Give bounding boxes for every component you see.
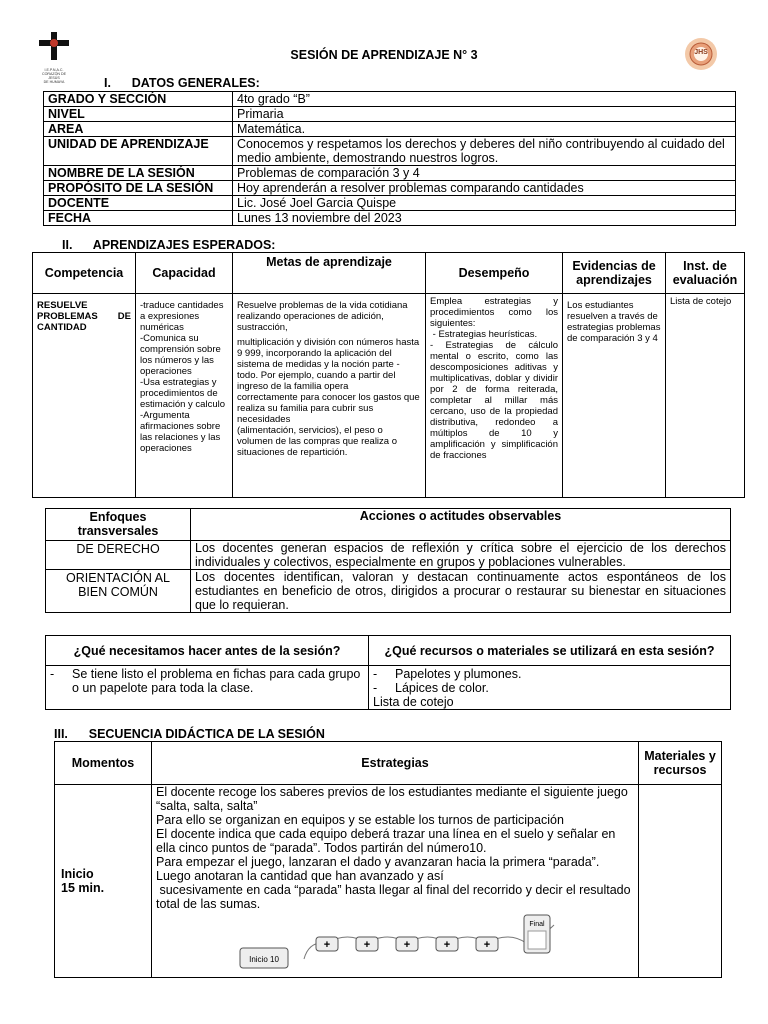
competencia-text: RESUELVE PROBLEMAS DE CANTIDAD xyxy=(37,300,131,333)
dash-bullet: - xyxy=(50,667,55,681)
plus-label: + xyxy=(403,939,411,951)
antes-list xyxy=(50,667,364,695)
datos-row xyxy=(44,107,736,122)
datos-row xyxy=(44,196,736,211)
estrategias-cell xyxy=(152,785,639,978)
game-path-diagram xyxy=(234,913,594,971)
capacidad-item: -traduce cantidades a expresiones numéricas xyxy=(140,300,224,333)
section-heading-datos: I. DATOS GENERALES: xyxy=(104,76,260,90)
datos-row xyxy=(44,92,736,107)
section-heading-aprendizajes: II. APRENDIZAJES ESPERADOS: xyxy=(62,238,276,252)
header-antes: ¿Qué necesitamos hacer antes de la sesión? xyxy=(46,636,369,666)
material-item xyxy=(373,667,726,681)
metas-list xyxy=(237,300,421,458)
estrategia-line: Para empezar el juego, lanzaran el dado y avanzaran hacia la primera “parada”. xyxy=(156,855,600,869)
materiales-recursos-cell xyxy=(639,785,722,978)
datos-value: Lunes 13 noviembre del 2023 xyxy=(233,211,736,226)
material-item-text: Papelotes y plumones. xyxy=(395,667,522,681)
datos-value: Lic. José Joel Garcia Quispe xyxy=(233,196,736,211)
desempeno-list xyxy=(430,296,561,461)
materiales-cell xyxy=(369,666,731,710)
datos-value: Primaria xyxy=(233,107,736,122)
desempeno-item: - Estrategias de cálculo mental o escrito, como las descomposiciones aditivas y multiplicativas, doblar y dividir por 2 de forma reiterada, completar al millar más cercano, uso de la propiedad distributiva, redondeo a múltiplos de 10 y amplificación y simplificación de fracciones xyxy=(430,340,561,461)
start-label: Inicio 10 xyxy=(249,955,279,964)
desempeno-cell xyxy=(426,294,563,498)
meta-paragraph: Resuelve problemas de la vida cotidiana realizando operaciones de adición, sustracción, xyxy=(237,300,408,333)
datos-value: Hoy aprenderán a resolver problemas comparando cantidades xyxy=(233,181,736,196)
materiales-list xyxy=(373,667,726,695)
enfoque-accion: Los docentes identifican, valoran y destacan continuamente actos espontáneos de los estudiantes en beneficio de otros, dirigidos a procurar o restaurar su bienestar en situaciones que lo requieran. xyxy=(191,570,731,613)
enfoques-table xyxy=(45,508,731,613)
datos-generales-table xyxy=(43,91,736,226)
header-capacidad: Capacidad xyxy=(136,253,233,294)
secuencia-table xyxy=(54,741,722,978)
meta-paragraph: (alimentación, servicios), el peso o volumen de las compras que realiza o situaciones de repartición. xyxy=(237,425,398,458)
capacidad-item: -Comunica su comprensión sobre los números y las operaciones xyxy=(140,333,221,377)
enfoque-name: DE DERECHO xyxy=(46,541,191,570)
momento-tiempo: 15 min. xyxy=(61,881,105,895)
estrategia-line: El docente recoge los saberes previos de los estudiantes mediante el siguiente juego “salta, salta, salta” xyxy=(156,785,632,813)
datos-label: AREA xyxy=(44,122,233,137)
material-item-text: Lápices de color. xyxy=(395,681,489,695)
recursos-table xyxy=(45,635,731,710)
dash-bullet: - xyxy=(373,681,378,695)
estrategia-line: Luego anotaran la cantidad que han avanzado y así xyxy=(156,869,444,883)
plus-label: + xyxy=(483,939,491,951)
section-heading-secuencia: III. SECUENCIA DIDÁCTICA DE LA SESIÓN xyxy=(54,727,325,741)
datos-value: Problemas de comparación 3 y 4 xyxy=(233,166,736,181)
datos-label: UNIDAD DE APRENDIZAJE xyxy=(44,137,233,166)
estrategias-text xyxy=(156,785,634,911)
competencia-cell xyxy=(33,294,136,498)
datos-label: NOMBRE DE LA SESIÓN xyxy=(44,166,233,181)
capacidad-item: -Argumenta afirmaciones sobre las relaciones y las operaciones xyxy=(140,410,221,454)
datos-row xyxy=(44,181,736,196)
momento-label: Inicio xyxy=(61,867,94,881)
datos-row xyxy=(44,166,736,181)
enfoque-row xyxy=(46,541,731,570)
page-title: SESIÓN DE APRENDIZAJE N° 3 xyxy=(290,48,478,62)
capacidad-cell xyxy=(136,294,233,498)
header-estrategias: Estrategias xyxy=(152,742,639,785)
header-acciones: Acciones o actitudes observables xyxy=(191,509,731,541)
materiales-extra: Lista de cotejo xyxy=(373,695,454,709)
momento-cell xyxy=(55,785,152,978)
datos-value: 4to grado “B” xyxy=(233,92,736,107)
capacidad-list xyxy=(140,300,228,454)
estrategia-line: Para ello se organizan en equipos y se estable los turnos de participación xyxy=(156,813,564,827)
antes-item-text: Se tiene listo el problema en fichas para cada grupo o un papelote para toda la clase. xyxy=(72,667,361,695)
desempeno-item: - Estrategias heurísticas. xyxy=(430,329,538,340)
datos-row xyxy=(44,137,736,166)
meta-paragraph: multiplicación y división con números hasta 9 999, incorporando la aplicación del sistema de medidas y la noción parte - todo. Por ejemplo, cuando a partir del ingreso de la familia opera xyxy=(237,337,420,392)
header-desempeno: Desempeño xyxy=(426,253,563,294)
header-metas: Metas de aprendizaje xyxy=(233,253,426,294)
meta-paragraph: correctamente para conocer los gastos que realiza su familia para cubrir sus necesidades xyxy=(237,392,420,425)
datos-label: GRADO Y SECCIÓN xyxy=(44,92,233,107)
desempeno-item: Emplea estrategias y procedimientos como los siguientes: xyxy=(430,296,561,329)
datos-label: DOCENTE xyxy=(44,196,233,211)
instrumento-cell xyxy=(666,294,745,498)
enfoque-row xyxy=(46,570,731,613)
dash-bullet: - xyxy=(373,667,378,681)
estrategia-line: sucesivamente en cada “parada” hasta llegar al final del recorrido y decir el resultado total de las sumas. xyxy=(156,883,635,911)
enfoque-name: ORIENTACIÓN AL BIEN COMÚN xyxy=(46,570,191,613)
header-recursos: Materiales y recursos xyxy=(639,742,722,785)
header-materiales: ¿Qué recursos o materiales se utilizará en esta sesión? xyxy=(369,636,731,666)
material-item xyxy=(373,681,726,695)
metas-cell xyxy=(233,294,426,498)
end-label: Final xyxy=(529,921,545,928)
datos-value: Matemática. xyxy=(233,122,736,137)
instrumento-text: Lista de cotejo xyxy=(670,296,732,307)
enfoque-accion: Los docentes generan espacios de reflexión y crítica sobre el ejercicio de los derechos individuales y colectivos, especialmente en grupos y poblaciones vulnerables. xyxy=(191,541,731,570)
seal-text: JHS xyxy=(694,49,708,56)
datos-row xyxy=(44,122,736,137)
logo-caption: I.E.P.N.A.C. CORAZÓN DE JESÚS DE HUMAYA xyxy=(42,68,66,84)
header-instrumento: Inst. de evaluación xyxy=(666,253,745,294)
datos-label: FECHA xyxy=(44,211,233,226)
datos-label: PROPÓSITO DE LA SESIÓN xyxy=(44,181,233,196)
capacidad-item: -Usa estrategias y procedimientos de estimación y calculo xyxy=(140,377,226,410)
plus-label: + xyxy=(323,939,331,951)
header-momentos: Momentos xyxy=(55,742,152,785)
plus-label: + xyxy=(443,939,451,951)
antes-cell xyxy=(46,666,369,710)
estrategia-line: El docente indica que cada equipo deberá trazar una línea en el suelo y señalar en ella cinco puntos de “parada”. Todos partirán del número10. xyxy=(156,827,619,855)
datos-value: Conocemos y respetamos los derechos y deberes del niño contribuyendo al cuidado del medio ambiente, demostrando nuestros logros. xyxy=(233,137,736,166)
header-enfoques: Enfoques transversales xyxy=(46,509,191,541)
header-competencia: Competencia xyxy=(33,253,136,294)
end-box-inner xyxy=(528,931,546,949)
datos-label: NIVEL xyxy=(44,107,233,122)
evidencias-cell xyxy=(563,294,666,498)
datos-row xyxy=(44,211,736,226)
header-evidencias: Evidencias de aprendizajes xyxy=(563,253,666,294)
aprendizajes-table xyxy=(32,252,745,498)
antes-item xyxy=(50,667,364,695)
plus-label: + xyxy=(363,939,371,951)
evidencias-text: Los estudiantes resuelven a través de estrategias problemas de comparación 3 y 4 xyxy=(567,300,661,344)
